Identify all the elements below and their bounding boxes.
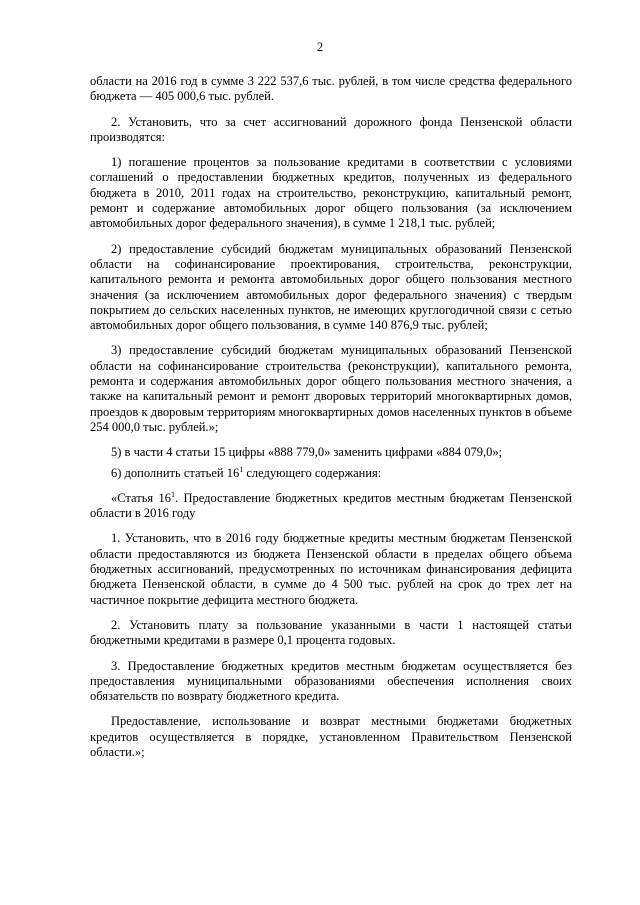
item6-superscript: 1 <box>239 464 244 474</box>
paragraph-item-3: 3) предоставление субсидий бюджетам муниципальных образований Пензенской области на софинансирование строительства (реконструкции), капитального ремонта, ремонта и содержания автомобильных дорог общего пользования местного значения, а также на капитальный ремонт и ремонт дворовых территорий многоквартирных домов, проездов к дворовым территориям многоквартирных домов населенных пунктов в объеме 254 000,0 тыс. рублей.»; <box>90 343 572 434</box>
article-paragraph-2: 2. Установить плату за пользование указанными в части 1 настоящей статьи бюджетными кредитами в размере 0,1 процента годовых. <box>90 617 572 648</box>
paragraph-item-2: 2) предоставление субсидий бюджетам муниципальных образований Пензенской области на софинансирование проектирования, строительства, реконструкции, капитального ремонта и ремонта автомобильных дорог общего пользования местного значения (за исключением автомобильных дорог федерального значения) с твердым покрытием до сельских населенных пунктов, не имеющих круглогодичной связи с сетью автомобильных дорог общего пользования, в сумме 140 876,9 тыс. рублей; <box>90 241 572 333</box>
article-heading-after: . Предоставление бюджетных кредитов местным бюджетам Пензенской области в 2016 году <box>90 490 572 521</box>
document-body <box>90 74 572 770</box>
paragraph-budget-total: области на 2016 год в сумме 3 222 537,6 тыс. рублей, в том числе средства федерального бюджета — 405 000,6 тыс. рублей. <box>90 74 572 104</box>
article-paragraph-3: 3. Предоставление бюджетных кредитов местным бюджетам осуществляется без предоставления муниципальными образованиями обеспечения исполнения своих обязательств по возврату бюджетного кредита. <box>90 658 572 704</box>
page-number: 2 <box>316 40 324 54</box>
item6-text-before: 6) дополнить статьей 16 <box>111 465 240 480</box>
paragraph-item-6 <box>90 466 572 481</box>
article-heading-before: «Статья 16 <box>111 490 172 505</box>
article-paragraph-1: 1. Установить, что в 2016 году бюджетные кредиты местным бюджетам Пензенской области предоставляются из бюджета Пензенской области в пределах общего объема бюджетных ассигнований, предусмотренных по источникам финансирования дефицита бюджета Пензенской области, в сумме до 4 500 тыс. рублей на срок до трех лет на частичное покрытие дефицита местного бюджета. <box>90 531 572 607</box>
article-heading <box>90 491 572 522</box>
paragraph-road-fund-intro: 2. Установить, что за счет ассигнований дорожного фонда Пензенской области производятся: <box>90 114 572 144</box>
article-paragraph-4: Предоставление, использование и возврат местными бюджетами бюджетных кредитов осуществляется в порядке, установленном Правительством Пензенской области.»; <box>90 714 572 759</box>
paragraph-item-5: 5) в части 4 статьи 15 цифры «888 779,0» заменить цифрами «884 079,0»; <box>111 445 503 460</box>
item6-text-after: следующего содержания: <box>243 465 382 480</box>
article-heading-superscript: 1 <box>171 489 176 499</box>
paragraph-item-1: 1) погашение процентов за пользование кредитами в соответствии с условиями соглашений о предоставлении бюджетных кредитов, полученных из федерального бюджета в 2010, 2011 годах на строительство, реконструкцию, капитальный ремонт, ремонт и содержание автомобильных дорог общего пользования (за исключением автомобильных дорог федерального значения), в сумме 1 218,1 тыс. рублей; <box>90 155 572 231</box>
